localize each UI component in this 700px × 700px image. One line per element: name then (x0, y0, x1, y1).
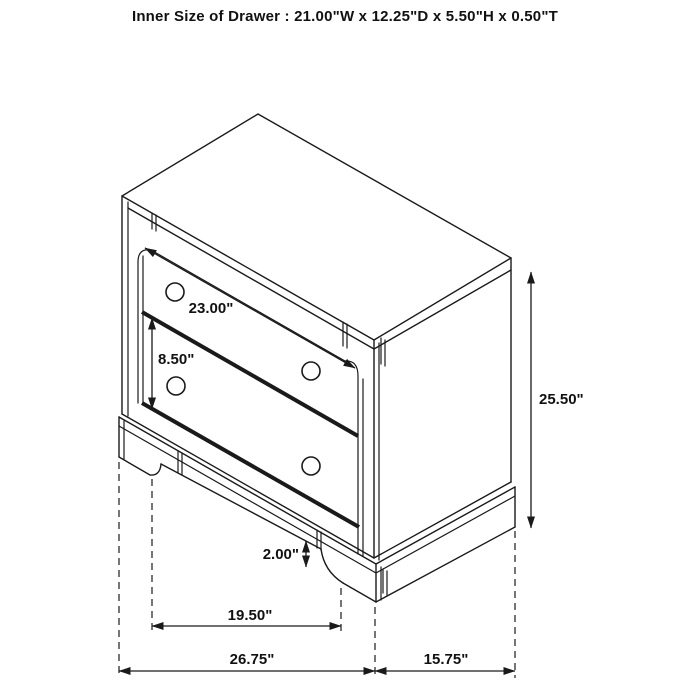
lower-drawer-bottom-edge (142, 403, 359, 527)
opening-corner-arc-top-left (138, 250, 151, 262)
base-cutout-edge (161, 464, 321, 549)
dim-overall-height (531, 272, 584, 528)
lower-drawer-knob-right (302, 457, 320, 475)
plinth-top-edge-front (119, 417, 376, 564)
diagram-title: Inner Size of Drawer : 21.00"W x 12.25"D x 5.50"H x 0.50"T (131, 8, 559, 25)
base-plinth (119, 417, 515, 602)
left-foot-and-cove (119, 457, 161, 475)
dim-overall-width (119, 651, 375, 671)
upper-drawer-knob-left (166, 283, 184, 301)
plinth-top-edge-right (376, 487, 515, 564)
dim-overall-depth (375, 651, 515, 671)
dim-base-inner-width (152, 607, 341, 626)
dim-label-overall-depth: 15.75" (423, 651, 469, 668)
dim-label-drawer-width: 23.00" (188, 300, 234, 317)
extension-lines (119, 462, 515, 678)
dim-label-drawer-height: 8.50" (158, 351, 195, 368)
dim-label-overall-height: 25.50" (539, 391, 584, 408)
body-bottom-edge-front (122, 414, 374, 558)
lower-drawer-knob-left (167, 377, 185, 395)
plinth-bottom-edge-right (376, 527, 515, 602)
dim-base-cutout-height (263, 541, 306, 567)
upper-drawer-knob-right (302, 362, 320, 380)
dim-label-base-cutout: 2.00" (262, 546, 299, 563)
right-foot-bottom-edge (343, 583, 376, 602)
dim-label-overall-width: 26.75" (229, 651, 275, 668)
drawer-divider (142, 312, 358, 436)
plinth-band-front (119, 426, 376, 573)
top-surface (122, 114, 511, 340)
top-face (122, 114, 511, 349)
dim-label-base-inner-width: 19.50" (227, 607, 273, 624)
plinth-band-right (376, 496, 515, 573)
body-bottom-edge-right (374, 482, 511, 558)
right-foot-cove (321, 549, 343, 583)
